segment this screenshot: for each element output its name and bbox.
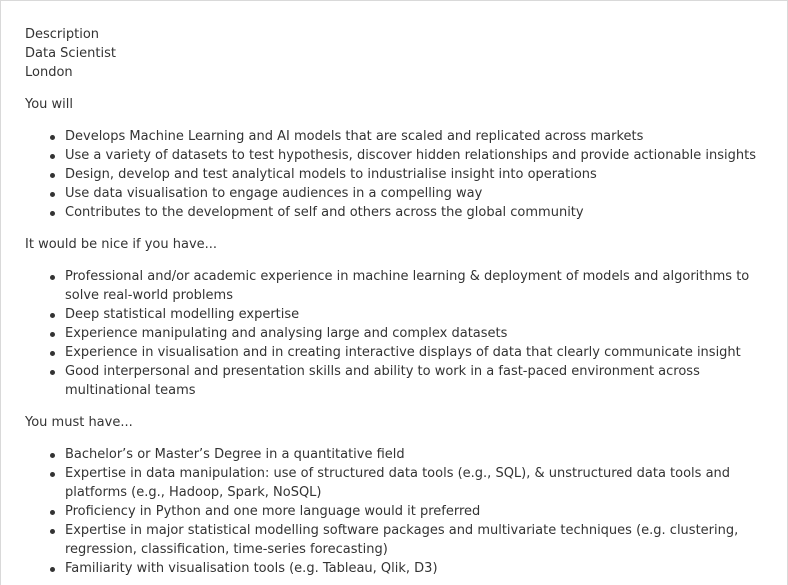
list-item: Expertise in data manipulation: use of structured data tools (e.g., SQL), & unstructured data tools and platforms (e.g., Hadoop, Spark, NoSQL) (65, 464, 765, 502)
job-location: London (25, 65, 73, 80)
nice-to-have-list (25, 267, 765, 400)
list-item: Contributes to the development of self and others across the global community (65, 203, 765, 222)
list-item: Expertise in major statistical modelling software packages and multivariate techniques (e.g. clustering, regression, classification, time-series forecasting) (65, 521, 765, 559)
job-title: Data Scientist (25, 46, 116, 61)
list-item: Use a variety of datasets to test hypothesis, discover hidden relationships and provide actionable insights (65, 146, 765, 165)
spacer (25, 400, 765, 413)
requirements-list (25, 445, 765, 578)
list-item: Bachelor’s or Master’s Degree in a quantitative field (65, 445, 765, 464)
spacer (25, 254, 765, 267)
list-item: Familiarity with visualisation tools (e.g. Tableau, Qlik, D3) (65, 559, 765, 578)
spacer (25, 432, 765, 445)
list-item: Experience in visualisation and in creating interactive displays of data that clearly communicate insight (65, 343, 765, 362)
list-item: Experience manipulating and analysing large and complex datasets (65, 324, 765, 343)
list-item: Develops Machine Learning and AI models that are scaled and replicated across markets (65, 127, 765, 146)
spacer (25, 222, 765, 235)
section-heading-requirements: You must have... (25, 415, 133, 430)
list-item: Good interpersonal and presentation skills and ability to work in a fast-paced environment across multinational teams (65, 362, 765, 400)
list-item: Design, develop and test analytical models to industrialise insight into operations (65, 165, 765, 184)
description-label: Description (25, 27, 100, 42)
spacer (25, 114, 765, 127)
list-item: Deep statistical modelling expertise (65, 305, 765, 324)
responsibilities-list (25, 127, 765, 222)
section-heading-responsibilities: You will (25, 97, 74, 112)
list-item: Use data visualisation to engage audiences in a compelling way (65, 184, 765, 203)
job-description-content (25, 25, 765, 578)
spacer (25, 82, 765, 95)
list-item: Professional and/or academic experience in machine learning & deployment of models and algorithms to solve real-world problems (65, 267, 765, 305)
list-item: Proficiency in Python and one more language would it preferred (65, 502, 765, 521)
section-heading-nice-to-have: It would be nice if you have... (25, 237, 218, 252)
